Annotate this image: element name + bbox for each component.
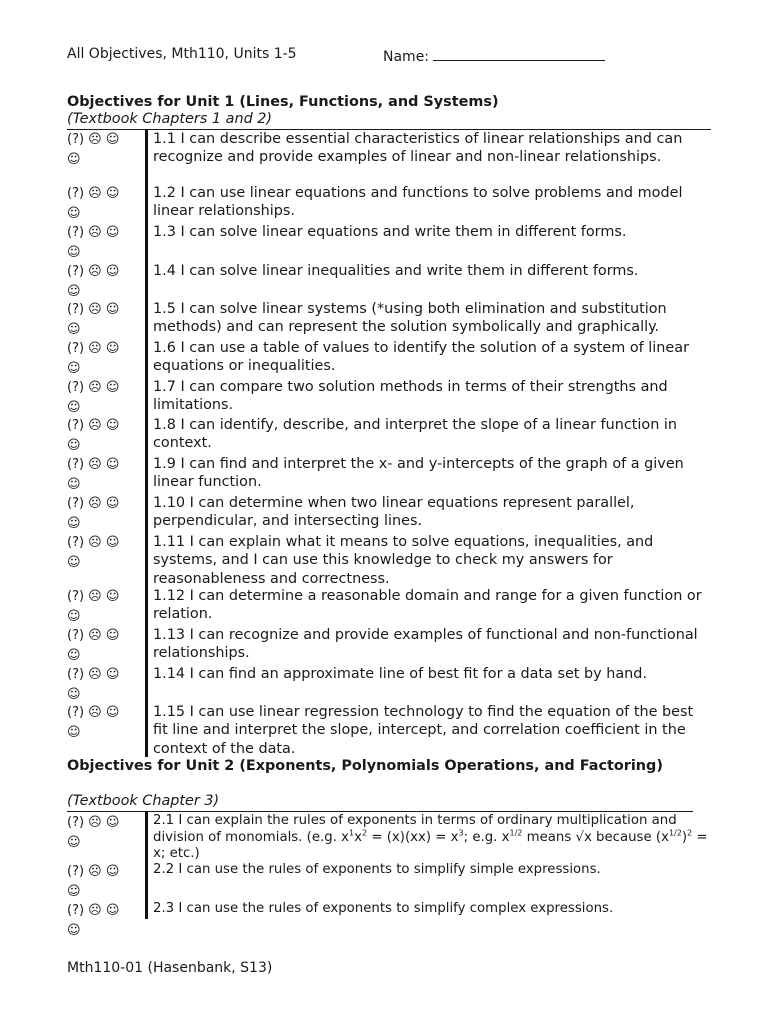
objective-text: 1.11 I can explain what it means to solve equations, inequalities, and systems, and I can use this knowledge to check my answers for reasonableness and correctness. [153, 534, 654, 587]
unit2-divider [67, 811, 693, 812]
self-rating-icons[interactable]: (?) ☹ ☺ ☺ [67, 667, 120, 702]
self-rating-icons[interactable]: (?) ☹ ☺ ☺ [67, 380, 120, 415]
self-rating-icons[interactable]: (?) ☹ ☺ ☺ [67, 457, 120, 492]
objective-text: 1.2 I can use linear equations and functions to solve problems and model linear relationships. [153, 185, 683, 220]
objective-text: 1.10 I can determine when two linear equations represent parallel, perpendicular, and intersecting lines. [153, 495, 635, 530]
self-rating-icons[interactable]: (?) ☹ ☺ ☺ [67, 589, 120, 624]
self-rating-icons[interactable]: (?) ☹ ☺ ☺ [67, 264, 120, 299]
objective-text: 1.1 I can describe essential characteristics of linear relationships and can recognize and provide examples of linear and non-linear relationships. [153, 131, 683, 166]
unit2-subtitle: (Textbook Chapter 3) [67, 793, 220, 809]
self-rating-icons[interactable]: (?) ☹ ☺ ☺ [67, 496, 120, 531]
unit1-subtitle: (Textbook Chapters 1 and 2) [67, 111, 273, 127]
unit2-title: Objectives for Unit 2 (Exponents, Polynomials Operations, and Factoring) [67, 758, 663, 774]
objective-text: 1.5 I can solve linear systems (*using both elimination and substitution methods) and can represent the solution symbolically and graphically. [153, 301, 667, 336]
self-rating-icons[interactable]: (?) ☹ ☺ ☺ [67, 705, 120, 740]
objective-text: 1.6 I can use a table of values to identify the solution of a system of linear equations or inequalities. [153, 340, 690, 375]
objective-text: 2.1 I can explain the rules of exponents in terms of ordinary multiplication and division of monomials. (e.g. $x^1x^2 = (x)(xx) = x^3$; e.g. $x^{1/2}$ means √x because $(x^{1/2})^2 = x$; etc.) [153, 813, 708, 861]
objective-text: 1.7 I can compare two solution methods in terms of their strengths and limitations. [153, 379, 668, 414]
unit2-column-bar [145, 811, 148, 919]
objective-text: 2.2 I can use the rules of exponents to simplify simple expressions. [153, 862, 601, 877]
objective-text: 1.12 I can determine a reasonable domain and range for a given function or relation. [153, 588, 702, 623]
header [67, 46, 430, 65]
objective-text: 1.4 I can solve linear inequalities and write them in different forms. [153, 263, 639, 279]
self-rating-icons[interactable]: (?) ☹ ☺ ☺ [67, 418, 120, 453]
objective-text: 1.8 I can identify, describe, and interpret the slope of a linear function in context. [153, 417, 678, 452]
self-rating-icons[interactable]: (?) ☹ ☺ ☺ [67, 132, 120, 167]
name-blank-line[interactable] [433, 46, 605, 61]
name-field [383, 46, 605, 65]
self-rating-icons[interactable]: (?) ☹ ☺ ☺ [67, 903, 120, 938]
objective-text: 1.14 I can find an approximate line of best fit for a data set by hand. [153, 666, 648, 682]
objective-text: 1.13 I can recognize and provide examples of functional and non-functional relationships. [153, 627, 698, 662]
objective-text: 1.3 I can solve linear equations and write them in different forms. [153, 224, 627, 240]
unit1-title: Objectives for Unit 1 (Lines, Functions, and Systems) [67, 94, 499, 110]
name-label: Name: [383, 49, 430, 65]
unit1-column-bar [145, 129, 148, 757]
self-rating-icons[interactable]: (?) ☹ ☺ ☺ [67, 535, 120, 570]
self-rating-icons[interactable]: (?) ☹ ☺ ☺ [67, 341, 120, 376]
self-rating-icons[interactable]: (?) ☹ ☺ ☺ [67, 815, 120, 850]
self-rating-icons[interactable]: (?) ☹ ☺ ☺ [67, 864, 120, 899]
self-rating-icons[interactable]: (?) ☹ ☺ ☺ [67, 628, 120, 663]
footer: Mth110-01 (Hasenbank, S13) [67, 960, 273, 976]
self-rating-icons[interactable]: (?) ☹ ☺ ☺ [67, 186, 120, 221]
document-title: All Objectives, Mth110, Units 1-5 [67, 46, 297, 62]
self-rating-icons[interactable]: (?) ☹ ☺ ☺ [67, 302, 120, 337]
objective-text: 1.15 I can use linear regression technology to find the equation of the best fit line and interpret the slope, intercept, and correlation coefficient in the context of the data. [153, 704, 694, 757]
objective-text: 2.3 I can use the rules of exponents to simplify complex expressions. [153, 901, 614, 916]
objective-text: 1.9 I can find and interpret the x- and y-intercepts of the graph of a given linear function. [153, 456, 684, 491]
self-rating-icons[interactable]: (?) ☹ ☺ ☺ [67, 225, 120, 260]
